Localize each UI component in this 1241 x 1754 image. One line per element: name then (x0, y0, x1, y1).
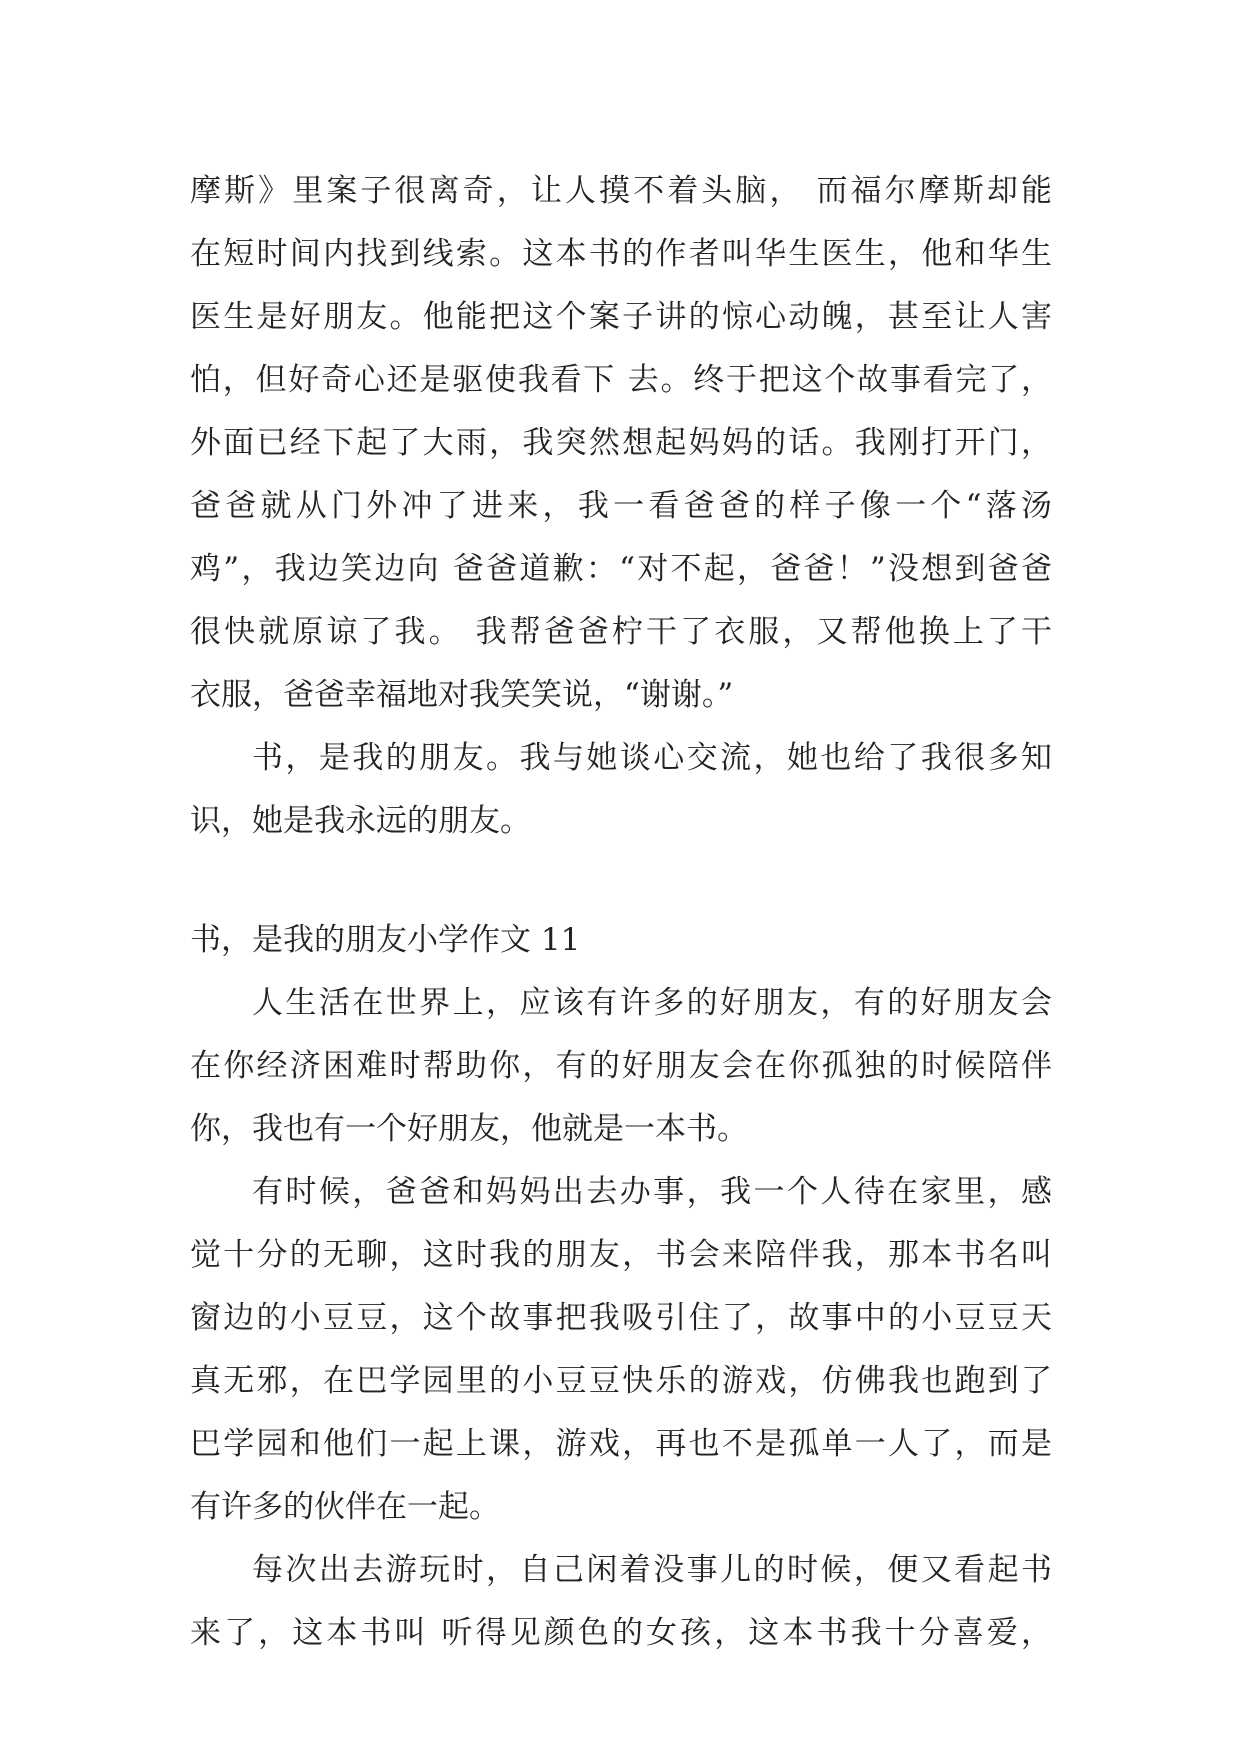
text-line: 人生活在世界上，应该有许多的好朋友，有的好朋友会 (252, 985, 1052, 1021)
text-line: 医生是好朋友。他能把这个案子讲的惊心动魄，甚至让人害 (190, 299, 1052, 335)
text-line: 很快就原谅了我。 我帮爸爸柠干了衣服，又帮他换上了干 (190, 614, 1052, 650)
continuation-paragraph (190, 160, 1052, 727)
text-line: 识，她是我永远的朋友。 (190, 803, 531, 839)
section-spacer (190, 853, 1052, 909)
text-line: 怕，但好奇心还是驱使我看下 去。终于把这个故事看完了， (190, 362, 1052, 398)
text-line: 每次出去游玩时，自己闲着没事儿的时候，便又看起书 (252, 1552, 1052, 1588)
text-line: 真无邪，在巴学园里的小豆豆快乐的游戏，仿佛我也跑到了 (190, 1363, 1052, 1399)
essay-paragraph-3 (190, 1539, 1052, 1665)
document-body (190, 160, 1052, 1665)
text-line: 觉十分的无聊，这时我的朋友，书会来陪伴我，那本书名叫 (190, 1237, 1052, 1273)
essay-paragraph-1 (190, 972, 1052, 1161)
essay-paragraph-2 (190, 1161, 1052, 1539)
text-line: 有许多的伙伴在一起。 (190, 1489, 500, 1525)
text-line: 窗边的小豆豆，这个故事把我吸引住了，故事中的小豆豆天 (190, 1300, 1052, 1336)
text-line: 爸爸就从门外冲了进来，我一看爸爸的样子像一个“落汤 (190, 488, 1052, 524)
text-line: 衣服，爸爸幸福地对我笑笑说，“谢谢。” (190, 677, 734, 713)
text-line: 鸡”，我边笑边向 爸爸道歉：“对不起，爸爸！”没想到爸爸 (190, 551, 1052, 587)
text-line: 在你经济困难时帮助你，有的好朋友会在你孤独的时候陪伴 (190, 1048, 1052, 1084)
essay-title: 书，是我的朋友小学作文 11 (190, 922, 581, 958)
text-line: 你，我也有一个好朋友，他就是一本书。 (190, 1111, 748, 1147)
text-line: 在短时间内找到线索。这本书的作者叫华生医生，他和华生 (190, 236, 1052, 272)
text-line: 外面已经下起了大雨，我突然想起妈妈的话。我刚打开门， (190, 425, 1052, 461)
text-line: 有时候，爸爸和妈妈出去办事，我一个人待在家里，感 (252, 1174, 1052, 1210)
text-line: 巴学园和他们一起上课，游戏，再也不是孤单一人了，而是 (190, 1426, 1052, 1462)
text-line: 摩斯》里案子很离奇，让人摸不着头脑， 而福尔摩斯却能 (190, 173, 1052, 209)
text-line: 来了，这本书叫 听得见颜色的女孩，这本书我十分喜爱， (190, 1615, 1052, 1651)
text-line: 书，是我的朋友。我与她谈心交流，她也给了我很多知 (252, 740, 1052, 776)
closing-paragraph (190, 727, 1052, 853)
